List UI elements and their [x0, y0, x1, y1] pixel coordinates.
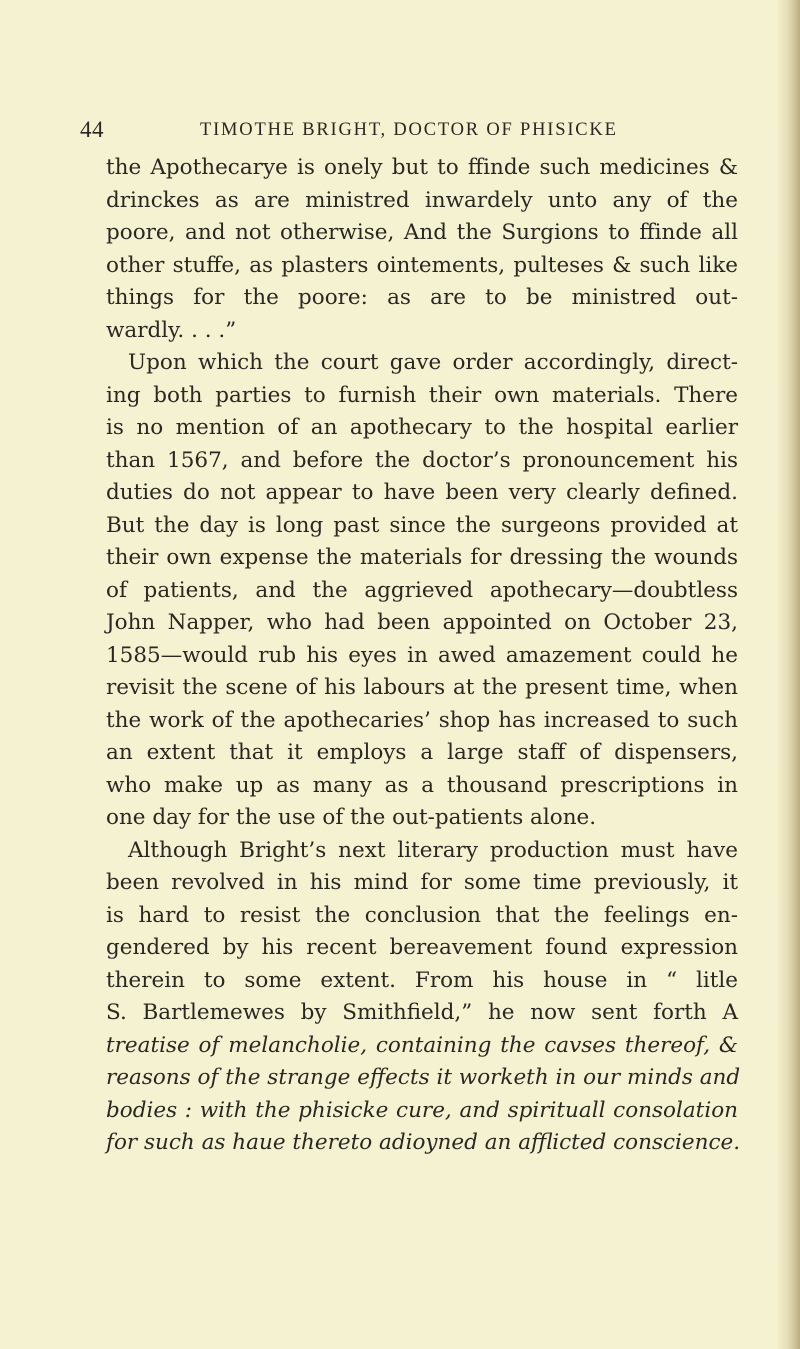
text-line: revisit the scene of his labours at the present time, when — [106, 675, 738, 700]
text-line: the work of the apothecaries’ shop has increased to such — [106, 707, 738, 733]
text-line: who make up as many as a thousand prescriptions in — [106, 772, 738, 798]
text-line: ing both parties to furnish their own materials. There — [106, 382, 738, 408]
text-line: one day for the use of the out-patients alone. — [106, 805, 597, 830]
text-line: reasons of the strange effects it worketh in our minds and — [106, 1065, 741, 1090]
text-line: treatise of melancholie, containing the cavses thereof, & — [106, 1032, 738, 1058]
text-line: duties do not appear to have been very clearly defined. — [106, 480, 738, 505]
running-title: TIMOTHE BRIGHT, DOCTOR OF PHISICKE — [200, 120, 618, 140]
text-line: things for the poore: as are to be ministred out- — [106, 285, 738, 310]
text-line: 1585—would rub his eyes in awed amazement could he — [106, 642, 738, 668]
text-line: poore, and not otherwise, And the Surgions to ffinde all — [106, 220, 738, 245]
running-header — [80, 117, 760, 147]
page-number: 44 — [80, 117, 104, 142]
text-line: other stuffe, as plasters ointements, pulteses & such like — [106, 252, 738, 278]
page-edge — [778, 0, 800, 1349]
text-line: John Napper, who had been appointed on October 23, — [106, 610, 738, 635]
body-text — [106, 152, 741, 1160]
text-line: wardly. . . .” — [106, 317, 237, 343]
text-line: their own expense the materials for dressing the wounds — [106, 545, 738, 570]
text-line: an extent that it employs a large staff of dispensers, — [106, 740, 738, 765]
text-line: the Apothecarye is onely but to ffinde such medicines & — [106, 155, 738, 180]
text-line: is hard to resist the conclusion that the feelings en- — [106, 902, 738, 928]
text-line: Although Bright’s next literary production must have — [128, 837, 738, 863]
text-line: S. Bartlemewes by Smithfield,” he now sent forth A — [106, 1000, 738, 1025]
text-line: bodies : with the phisicke cure, and spirituall consolation — [106, 1097, 738, 1123]
text-line: Upon which the court gave order accordingly, direct- — [128, 350, 738, 375]
text-line: of patients, and the aggrieved apothecary—doubtless — [106, 577, 738, 603]
text-line: drinckes as are ministred inwardely unto any of the — [106, 187, 738, 213]
text-line: therein to some extent. From his house in “ litle — [106, 967, 738, 993]
text-line: is no mention of an apothecary to the hospital earlier — [106, 415, 738, 440]
text-line: for such as haue thereto adioyned an afflicted conscience. — [106, 1130, 741, 1155]
text-line: But the day is long past since the surgeons provided at — [106, 512, 738, 538]
text-line: been revolved in his mind for some time previously, it — [106, 870, 738, 895]
text-line: gendered by his recent bereavement found expression — [106, 935, 738, 960]
text-line: than 1567, and before the doctor’s pronouncement his — [106, 447, 738, 473]
